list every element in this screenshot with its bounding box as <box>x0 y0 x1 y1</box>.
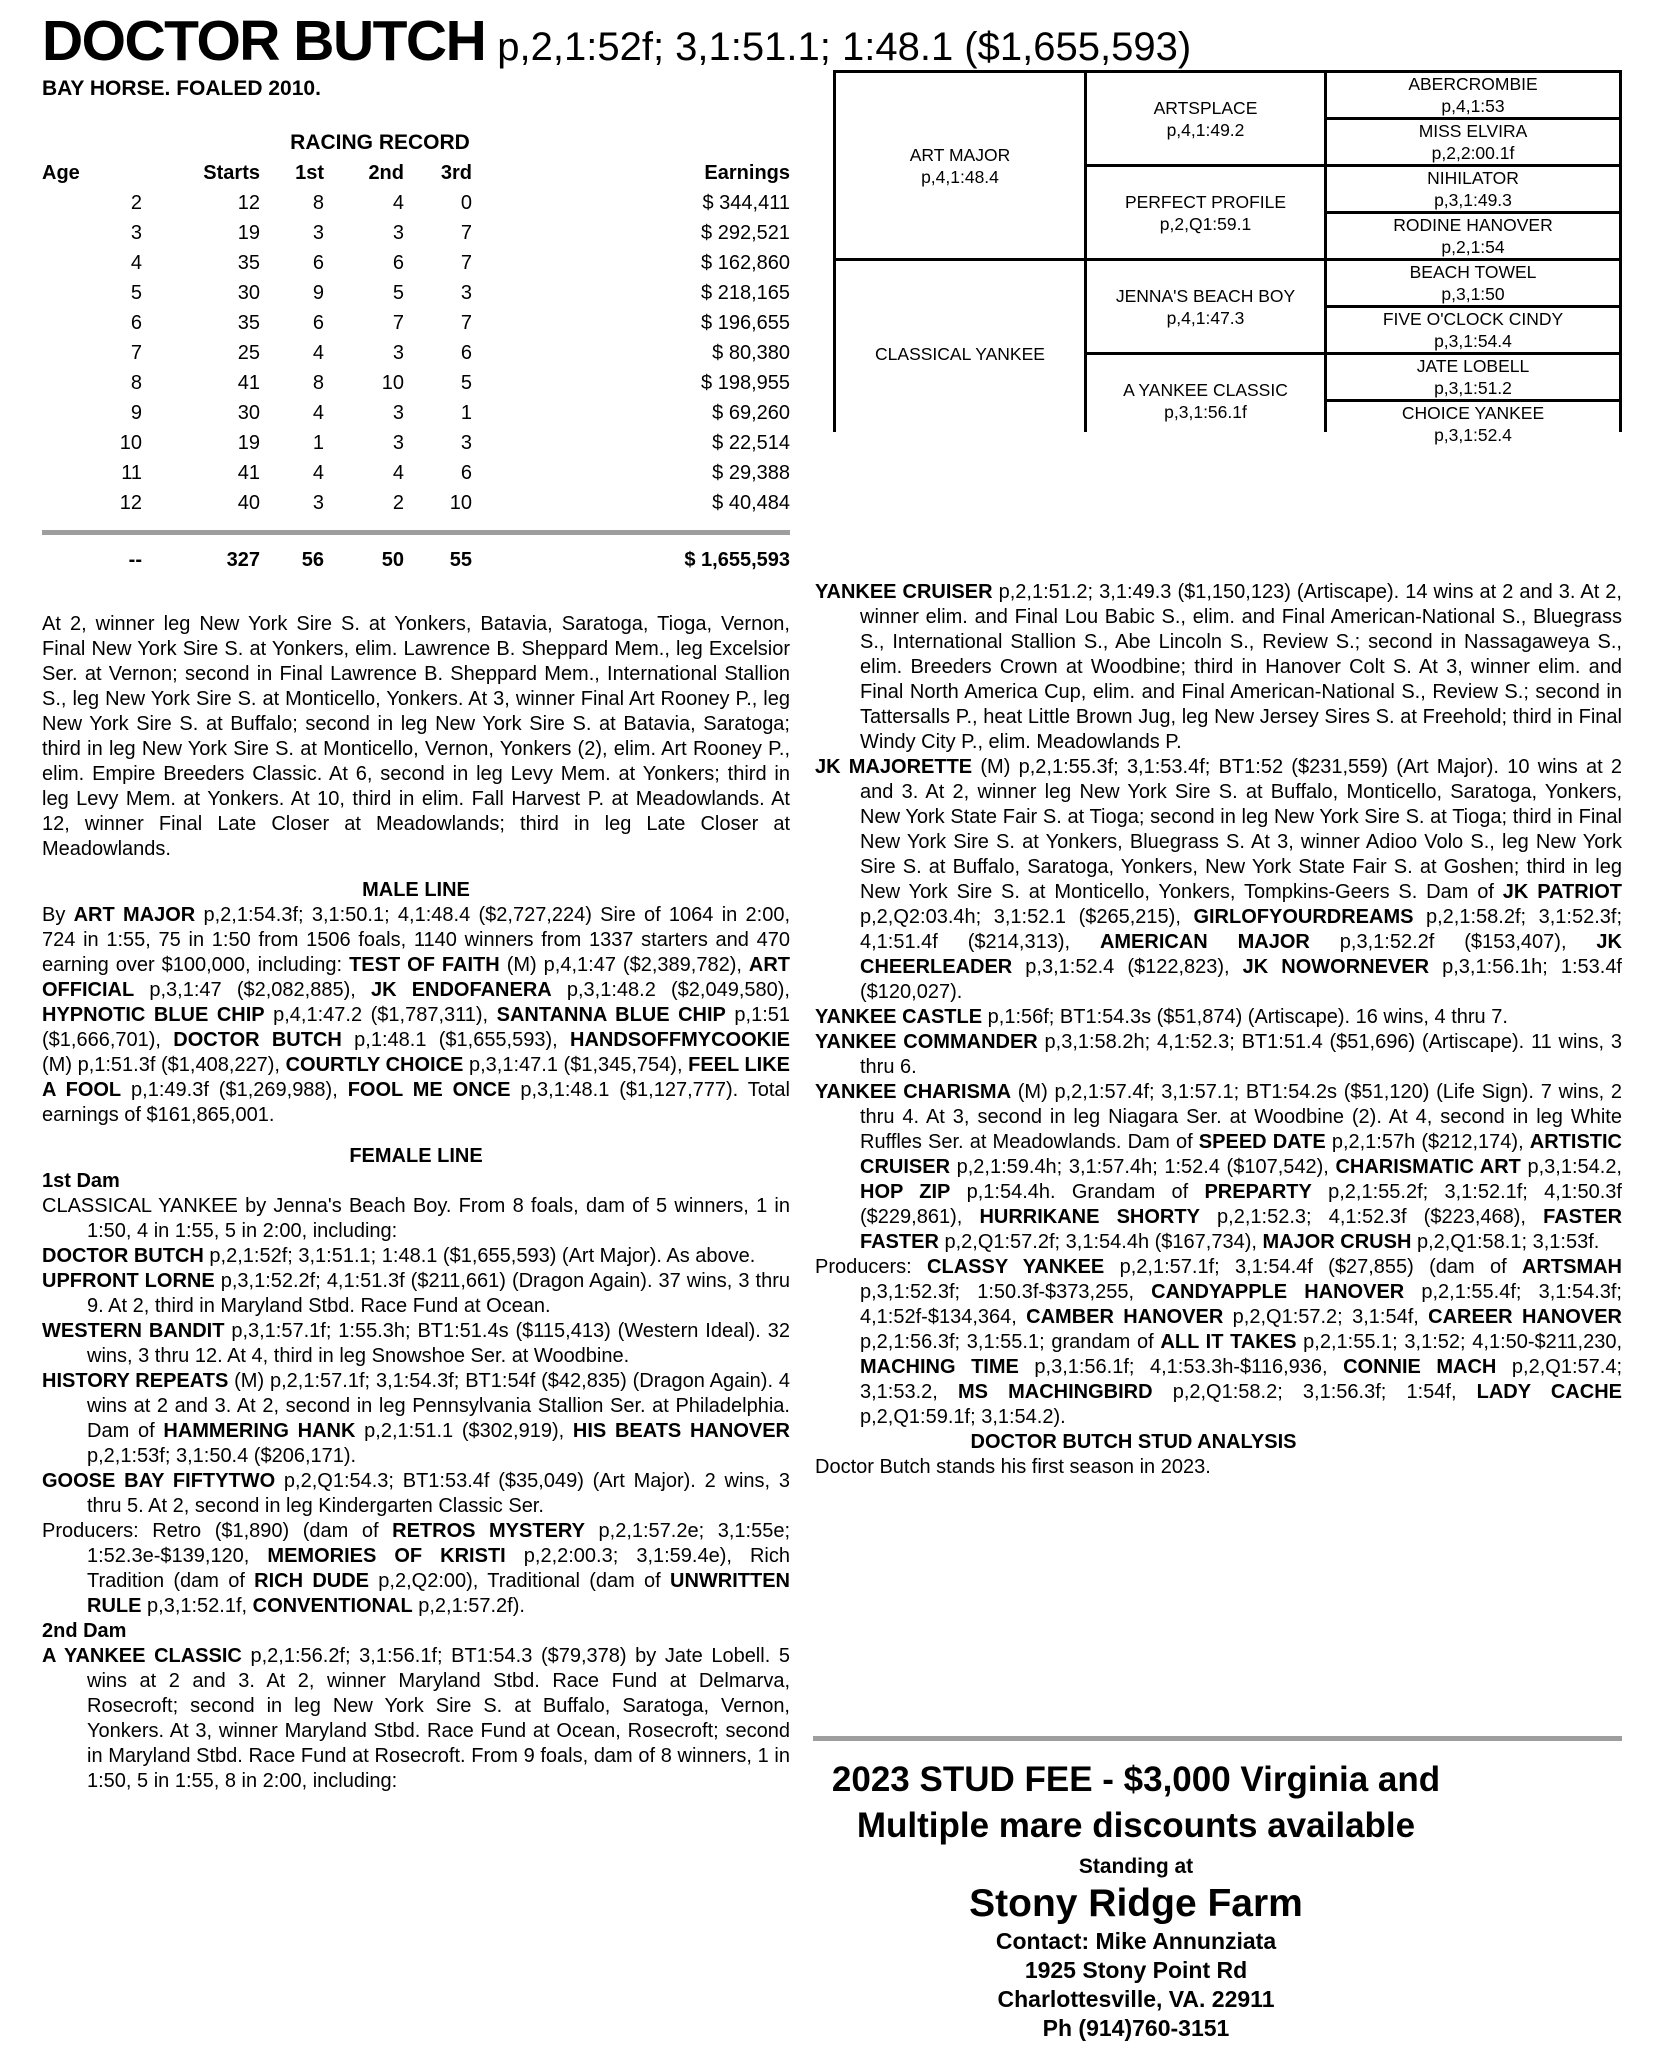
horse-entry: YANKEE COMMANDER p,3,1:58.2h; 4,1:52.3; BT1:51.4 ($51,696) (Artiscape). 11 wins, 3 thru 6. <box>815 1031 1622 1078</box>
stud-fee-line1: 2023 STUD FEE - $3,000 Virginia and <box>831 1760 1441 1799</box>
first-dam-entries <box>42 1194 790 1619</box>
racing-cell: 3 <box>392 432 404 454</box>
racing-cell: 6 <box>460 342 472 364</box>
racing-cell: $ 40,484 <box>712 492 790 514</box>
pedigree-cell <box>1327 355 1619 399</box>
pedigree-horse-name: CLASSICAL YANKEE <box>875 343 1045 364</box>
stud-fee-line2: Multiple mare discounts available <box>856 1806 1416 1845</box>
racing-cell: 6 <box>460 462 472 484</box>
pedigree-horse-record: p,3,1:52.4 <box>1434 425 1512 445</box>
racing-cell: 8 <box>312 372 324 394</box>
racing-column-header: 2nd <box>368 162 404 184</box>
pedigree-cell <box>836 261 1084 446</box>
pedigree-cell <box>1087 73 1324 164</box>
pedigree-horse-name: FIVE O'CLOCK CINDY <box>1382 309 1564 329</box>
male-line-paragraph: By ART MAJOR p,2,1:54.3f; 3,1:50.1; 4,1:48.4 ($2,727,224) Sire of 1064 in 2:00, 724 in 1:55, 75 in 1:50 from 1506 foals, 1140 winners from 1337 starters and 470 earning over $100,000, including: TEST OF FAITH (M) p,4,1:47 ($2,389,782), ART OFFICIAL p,3,1:47 ($2,082,885), JK ENDOFANERA p,3,1:48.2 ($2,049,580), HYPNOTIC BLUE CHIP p,4,1:47.2 ($1,787,311), SANTANNA BLUE CHIP p,1:51 ($1,666,701), DOCTOR BUTCH p,1:48.1 ($1,655,593), HANDSOFFMYCOOKIE (M) p,1:51.3f ($1,408,227), COURTLY CHOICE p,3,1:47.1 ($1,345,754), FEEL LIKE A FOOL p,1:49.3f ($1,269,988), FOOL ME ONCE p,3,1:48.1 ($1,127,777). Total earnings of $161,865,001. <box>42 904 791 1126</box>
racing-cell: 41 <box>237 462 260 484</box>
pedigree-cell <box>1327 308 1619 352</box>
racing-cell: 8 <box>312 192 324 214</box>
pedigree-horse-record: p,2,Q1:59.1 <box>1159 213 1252 234</box>
racing-cell: $ 344,411 <box>702 192 790 214</box>
racing-record-section <box>42 128 790 575</box>
racing-total-cell: -- <box>128 549 142 571</box>
racing-record-title: RACING RECORD <box>290 131 470 154</box>
racing-cell: 3 <box>312 492 324 514</box>
horse-entry: YANKEE CRUISER p,2,1:51.2; 3,1:49.3 ($1,150,123) (Artiscape). 14 wins at 2 and 3. At 2, winner elim. and Final Lou Babic S., elim. and Final American-National S., Bluegrass S., International Stallion S., Abe Lincoln S., Review S.; second in Nassagaweya S., elim. Breeders Crown at Woodbine; third in Hanover Colt S. At 3, winner elim. and Final North America Cup, elim. and Final American-National S., Review S.; second in Tattersalls P., heat Little Brown Jug, leg New Jersey Sires S. at Freehold; third in Final Windy City P., elim. Meadowlands P. <box>815 581 1622 753</box>
racing-total-cell: $ 1,655,593 <box>684 549 790 571</box>
racing-cell: 7 <box>130 342 142 364</box>
right-column <box>815 580 1622 1480</box>
pedigree-horse-name: NIHILATOR <box>1427 168 1519 188</box>
racing-cell: 4 <box>312 342 324 364</box>
racing-cell: 3 <box>312 222 324 244</box>
pedigree-cell <box>1327 402 1619 446</box>
racing-cell: 8 <box>130 372 142 394</box>
racing-cell: $ 292,521 <box>701 222 790 244</box>
second-dam-foal-entries <box>815 580 1622 1430</box>
stud-analysis-text: Doctor Butch stands his first season in 2023. <box>815 1456 1211 1478</box>
racing-cell: 30 <box>237 282 260 304</box>
left-column <box>42 612 790 1794</box>
stud-analysis-heading: DOCTOR BUTCH STUD ANALYSIS <box>970 1431 1297 1453</box>
racing-cell: 35 <box>237 252 260 274</box>
racing-total-cell: 50 <box>381 549 404 571</box>
racing-cell: 7 <box>460 222 472 244</box>
racing-total-cell: 55 <box>449 549 472 571</box>
horse-entry: CLASSICAL YANKEE by Jenna's Beach Boy. From 8 foals, dam of 5 winners, 1 in 1:50, 4 in 1:55, 5 in 2:00, including: <box>42 1195 790 1242</box>
racing-cell: 3 <box>460 282 472 304</box>
racing-cell: 6 <box>392 252 404 274</box>
pedigree-chart <box>833 70 1622 445</box>
pedigree-horse-name: MISS ELVIRA <box>1418 121 1528 141</box>
pedigree-horse-name: CHOICE YANKEE <box>1401 403 1545 423</box>
racing-cell: 35 <box>237 312 260 334</box>
racing-cell: 1 <box>460 402 472 424</box>
racing-cell: 0 <box>460 192 472 214</box>
pedigree-horse-name: ARTSPLACE <box>1153 97 1258 118</box>
pedigree-horse-name: A YANKEE CLASSIC <box>1123 379 1288 400</box>
second-dam-entry: A YANKEE CLASSIC p,2,1:56.2f; 3,1:56.1f; BT1:54.3 ($79,378) by Jate Lobell. 5 wins at 2 and 3. At 2, winner Maryland Stbd. Race Fund at Delmarva, Rosecroft; second in leg New York Sire S. at Buffalo, Saratoga, Vernon, Yonkers. At 3, winner Maryland Stbd. Race Fund at Ocean, Rosecroft; second in Maryland Stbd. Race Fund at Rosecroft. From 9 foals, dam of 8 winners, 1 in 1:50, 5 in 1:55, 8 in 2:00, including: <box>42 1645 790 1792</box>
racing-cell: 11 <box>121 462 142 484</box>
horse-entry: YANKEE CASTLE p,1:56f; BT1:54.3s ($51,874) (Artiscape). 16 wins, 4 thru 7. <box>815 1006 1508 1028</box>
racing-cell: 3 <box>460 432 472 454</box>
pedigree-cell <box>1327 120 1619 164</box>
pedigree-cell <box>1087 355 1324 446</box>
racing-cell: 40 <box>237 492 260 514</box>
racing-cell: $ 80,380 <box>712 342 790 364</box>
address-line2: Charlottesville, VA. 22911 <box>997 1986 1275 2012</box>
pedigree-horse-record: p,2,2:00.1f <box>1431 143 1515 163</box>
racing-cell: $ 22,514 <box>712 432 790 454</box>
male-line-heading: MALE LINE <box>362 879 470 901</box>
pedigree-horse-record: p,4,1:48.4 <box>921 166 999 187</box>
racing-cell: 4 <box>392 192 404 214</box>
racing-cell: 4 <box>130 252 142 274</box>
racing-record-table <box>42 158 790 518</box>
racing-cell: 5 <box>460 372 472 394</box>
racing-record-total-row <box>42 545 790 575</box>
racing-cell: 12 <box>237 192 260 214</box>
racing-cell: $ 218,165 <box>701 282 790 304</box>
horse-entry: HISTORY REPEATS (M) p,2,1:57.1f; 3,1:54.3f; BT1:54f ($42,835) (Dragon Again). 4 wins at 2 and 3. At 2, second in leg Pennsylvania Stallion Ser. at Philadelphia. Dam of HAMMERING HANK p,2,1:51.1 ($302,919), HIS BEATS HANOVER p,2,1:53f; 3,1:50.4 ($206,171). <box>42 1370 790 1467</box>
pedigree-horse-record: p,4,1:47.3 <box>1166 307 1245 328</box>
racing-cell: 7 <box>392 312 404 334</box>
farm-name: Stony Ridge Farm <box>969 1882 1303 1925</box>
stud-ad-section <box>650 1736 1622 2043</box>
pedigree-cell <box>1327 73 1619 117</box>
pedigree-horse-record: p,3,1:56.1f <box>1164 401 1247 422</box>
racing-cell: $ 196,655 <box>701 312 790 334</box>
address-line1: 1925 Stony Point Rd <box>1024 1957 1248 1983</box>
pedigree-horse-record: p,4,1:53 <box>1441 96 1505 116</box>
racing-cell: 4 <box>312 462 324 484</box>
racing-cell: 7 <box>460 312 472 334</box>
pedigree-cell <box>1087 167 1324 258</box>
pedigree-horse-record: p,3,1:54.4 <box>1434 331 1512 351</box>
female-line-heading: FEMALE LINE <box>349 1145 483 1167</box>
racing-cell: 6 <box>312 252 324 274</box>
horse-entry: GOOSE BAY FIFTYTWO p,2,Q1:54.3; BT1:53.4f ($35,049) (Art Major). 2 wins, 3 thru 5. At 2, second in leg Kindergarten Classic Ser. <box>42 1470 790 1517</box>
racing-cell: 19 <box>237 222 260 244</box>
phone-number: Ph (914)760-3151 <box>1042 2015 1230 2041</box>
racing-cell: 4 <box>392 462 404 484</box>
racing-cell: 5 <box>392 282 404 304</box>
racing-cell: 3 <box>392 402 404 424</box>
contact-name: Contact: Mike Annunziata <box>995 1928 1277 1954</box>
racing-cell: 6 <box>130 312 142 334</box>
pedigree-horse-name: JATE LOBELL <box>1416 356 1530 376</box>
pedigree-cell <box>1327 214 1619 258</box>
racing-column-header: 1st <box>295 162 324 184</box>
racing-cell: 19 <box>237 432 260 454</box>
racing-total-cell: 327 <box>226 549 260 571</box>
racing-cell: 10 <box>381 372 404 394</box>
pedigree-cell <box>836 73 1084 258</box>
horse-entry: DOCTOR BUTCH p,2,1:52f; 3,1:51.1; 1:48.1 ($1,655,593) (Art Major). As above. <box>42 1245 756 1267</box>
pedigree-horse-record: p,3,1:51.2 <box>1434 378 1512 398</box>
racing-column-header: Age <box>42 162 80 184</box>
pedigree-horse-name: RODINE HANOVER <box>1393 215 1553 235</box>
racing-total-cell: 56 <box>301 549 324 571</box>
racing-cell: 3 <box>392 222 404 244</box>
racing-cell: $ 162,860 <box>701 252 790 274</box>
pedigree-horse-name: ABERCROMBIE <box>1408 74 1538 94</box>
pedigree-cell <box>1087 261 1324 352</box>
second-dam-heading: 2nd Dam <box>42 1620 127 1642</box>
pedigree-horse-name: JENNA'S BEACH BOY <box>1115 285 1296 306</box>
horse-entry: Producers: Retro ($1,890) (dam of RETROS MYSTERY p,2,1:57.2e; 3,1:55e; 1:52.3e-$139,120, MEMORIES OF KRISTI p,2,2:00.3; 3,1:59.4e), Rich Tradition (dam of RICH DUDE p,2,Q2:00), Traditional (dam of UNWRITTEN RULE p,3,1:52.1f, CONVENTIONAL p,2,1:57.2f). <box>42 1520 791 1617</box>
table-total-divider <box>42 530 790 535</box>
racing-cell: 9 <box>130 402 142 424</box>
pedigree-horse-name: BEACH TOWEL <box>1409 262 1537 282</box>
racing-cell: 25 <box>237 342 260 364</box>
horse-race-record: p,2,1:52f; 3,1:51.1; 1:48.1 ($1,655,593) <box>497 25 1192 69</box>
racing-cell: 41 <box>237 372 260 394</box>
racing-cell: $ 69,260 <box>712 402 790 424</box>
racing-cell: 10 <box>119 432 142 454</box>
horse-entry: WESTERN BANDIT p,3,1:57.1f; 1:55.3h; BT1:51.4s ($115,413) (Western Ideal). 32 wins, 3 thru 12. At 4, third in leg Snowshoe Ser. at Woodbine. <box>42 1320 790 1367</box>
racing-column-header: 3rd <box>440 162 472 184</box>
racing-cell: $ 198,955 <box>701 372 790 394</box>
horse-description: BAY HORSE. FOALED 2010. <box>42 77 321 100</box>
racing-cell: 12 <box>119 492 142 514</box>
pedigree-horse-record: p,4,1:49.2 <box>1166 119 1245 140</box>
racing-column-header: Earnings <box>704 162 790 184</box>
racing-cell: 1 <box>312 432 324 454</box>
racing-cell: $ 29,388 <box>712 462 790 484</box>
racing-cell: 9 <box>312 282 324 304</box>
racing-column-header: Starts <box>203 162 260 184</box>
horse-entry: UPFRONT LORNE p,3,1:52.2f; 4,1:51.3f ($211,661) (Dragon Again). 37 wins, 3 thru 9. At 2, third in Maryland Stbd. Race Fund at Ocean. <box>42 1270 790 1317</box>
horse-entry: JK MAJORETTE (M) p,2,1:55.3f; 3,1:53.4f; BT1:52 ($231,559) (Art Major). 10 wins at 2 and 3. At 2, winner leg New York Sire S. at Buffalo, Monticello, Saratoga, Yonkers, New York State Fair S. at Tioga; second in leg New York Sire S. at Tioga; third in Final New York Sire S. at Yonkers, Bluegrass S. At 3, winner Adioo Volo S., leg New York Sire S. at Buffalo, Saratoga, Yonkers, New York State Fair S. at Goshen; third in leg New York Sire S. at Monticello, Yonkers, Tompkins-Geers S. Dam of JK PATRIOT p,2,Q2:03.4h; 3,1:52.1 ($265,215), GIRLOFYOURDREAMS p,2,1:58.2f; 3,1:52.3f; 4,1:51.4f ($214,313), AMERICAN MAJOR p,3,1:52.2f ($153,407), JK CHEERLEADER p,3,1:52.4 ($122,823), JK NOWORNEVER p,3,1:56.1h; 1:53.4f ($120,027). <box>815 756 1623 1003</box>
pedigree-horse-record: p,3,1:49.3 <box>1434 190 1512 210</box>
racing-cell: 3 <box>130 222 142 244</box>
first-dam-heading: 1st Dam <box>42 1170 120 1192</box>
horse-entry: Producers: CLASSY YANKEE p,2,1:57.1f; 3,1:54.4f ($27,855) (dam of ARTSMAH p,3,1:52.3f; 1:50.3f-$373,255, CANDYAPPLE HANOVER p,2,1:55.4f; 3,1:54.3f; 4,1:52f-$134,364, CAMBER HANOVER p,2,Q1:57.2; 3,1:54f, CAREER HANOVER p,2,1:56.3f; 3,1:55.1; grandam of ALL IT TAKES p,2,1:55.1; 3,1:52; 4,1:50-$211,230, MACHING TIME p,3,1:56.1f; 4,1:53.3h-$116,936, CONNIE MACH p,2,Q1:57.4; 3,1:53.2, MS MACHINGBIRD p,2,Q1:58.2; 3,1:56.3f; 1:54f, LADY CACHE p,2,Q1:59.1f; 3,1:54.2). <box>815 1256 1623 1428</box>
racing-cell: 30 <box>237 402 260 424</box>
racing-cell: 7 <box>460 252 472 274</box>
horse-entry: YANKEE CHARISMA (M) p,2,1:57.4f; 3,1:57.1; BT1:54.2s ($51,120) (Life Sign). 7 wins, 2 thru 4. At 3, second in leg Niagara Ser. at Woodbine (2). At 4, second in leg White Ruffles Ser. at Meadowlands. Dam of SPEED DATE p,2,1:57h ($212,174), ARTISTIC CRUISER p,2,1:59.4h; 3,1:57.4h; 1:52.4 ($107,542), CHARISMATIC ART p,3,1:54.2, HOP ZIP p,1:54.4h. Grandam of PREPARTY p,2,1:55.2f; 3,1:52.1f; 4,1:50.3f ($229,861), HURRIKANE SHORTY p,2,1:52.3; 4,1:52.3f ($223,468), FASTER FASTER p,2,Q1:57.2f; 3,1:54.4h ($167,734), MAJOR CRUSH p,2,Q1:58.1; 3,1:53f. <box>815 1081 1623 1253</box>
pedigree-horse-record: p,2,1:54 <box>1441 237 1505 257</box>
racing-cell: 5 <box>130 282 142 304</box>
standing-at-label: Standing at <box>1078 1855 1194 1878</box>
pedigree-cell <box>1327 167 1619 211</box>
pedigree-horse-name: PERFECT PROFILE <box>1124 191 1287 212</box>
section-divider <box>813 1736 1622 1741</box>
pedigree-horse-record: p,3,1:50 <box>1441 284 1505 304</box>
racing-cell: 2 <box>130 192 142 214</box>
pedigree-cell <box>1327 261 1619 305</box>
pedigree-horse-name: ART MAJOR <box>909 144 1011 165</box>
racing-cell: 6 <box>312 312 324 334</box>
racing-cell: 3 <box>392 342 404 364</box>
racing-cell: 2 <box>392 492 404 514</box>
race-summary-paragraph: At 2, winner leg New York Sire S. at Yonkers, Batavia, Saratoga, Tioga, Vernon, Final New York Sire S. at Yonkers, elim. Lawrence B. Sheppard Mem., leg Excelsior Ser. at Vernon; second in Final Lawrence B. Sheppard Mem., International Stallion S., leg New York Sire S. at Monticello, Yonkers. At 3, winner Final Art Rooney P., leg New York Sire S. at Buffalo; second in leg New York Sire S. at Batavia, Saratoga; third in leg New York Sire S. at Monticello, Vernon, Yonkers (2), elim. Art Rooney P., elim. Empire Breeders Classic. At 6, second in leg Levy Mem. at Yonkers; third in leg Levy Mem. at Yonkers. At 10, third in elim. Fall Harvest P. at Meadowlands. At 12, winner Final Late Closer at Meadowlands; third in leg Late Closer at Meadowlands. <box>42 613 790 860</box>
racing-cell: 10 <box>449 492 472 514</box>
horse-name: DOCTOR BUTCH <box>42 9 486 73</box>
racing-cell: 4 <box>312 402 324 424</box>
